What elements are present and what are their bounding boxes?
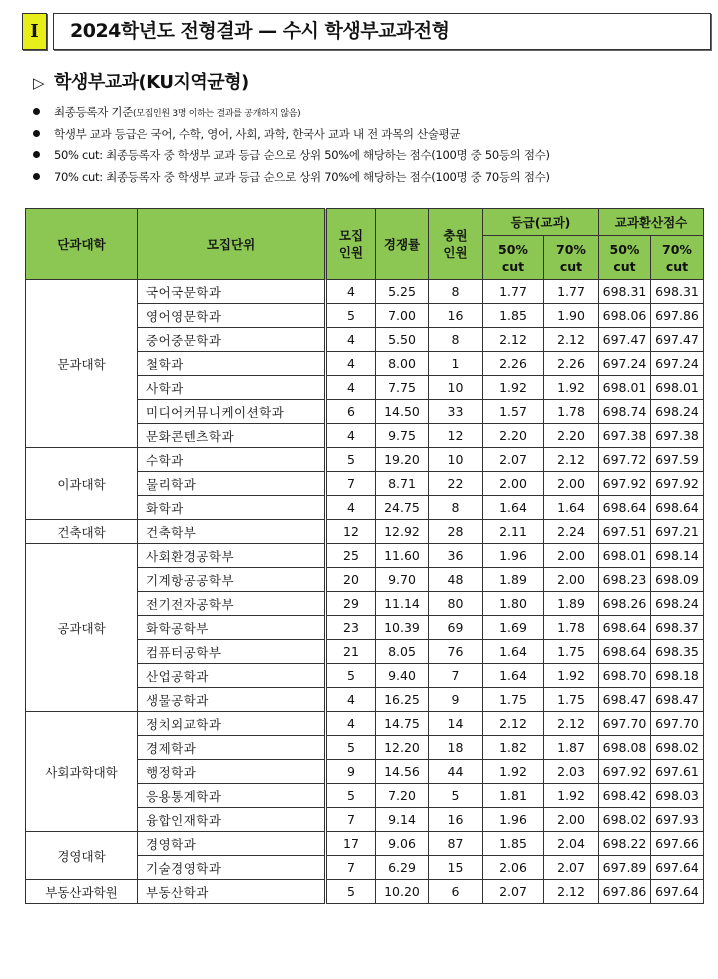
cell-college: 이과대학 xyxy=(26,448,138,520)
cell-unit: 기계항공공학부 xyxy=(138,568,326,592)
cell-score-50: 697.86 xyxy=(599,880,651,904)
cell-grade-50: 1.81 xyxy=(483,784,544,808)
cell-extra: 69 xyxy=(429,616,483,640)
cell-quota: 5 xyxy=(326,664,376,688)
table-row xyxy=(26,448,704,472)
cell-score-70: 698.64 xyxy=(651,496,704,520)
cell-quota: 21 xyxy=(326,640,376,664)
cell-grade-70: 2.12 xyxy=(544,712,599,736)
cell-grade-70: 1.92 xyxy=(544,664,599,688)
cell-ratio: 7.00 xyxy=(376,304,429,328)
cell-extra: 10 xyxy=(429,376,483,400)
cell-grade-70: 1.90 xyxy=(544,304,599,328)
cell-grade-70: 1.78 xyxy=(544,616,599,640)
cell-grade-50: 1.64 xyxy=(483,664,544,688)
cell-extra: 10 xyxy=(429,448,483,472)
header-score-50: 50% cut xyxy=(599,236,651,280)
cell-extra: 48 xyxy=(429,568,483,592)
cell-grade-70: 1.75 xyxy=(544,640,599,664)
cell-unit: 정치외교학과 xyxy=(138,712,326,736)
cell-score-70: 698.18 xyxy=(651,664,704,688)
cell-extra: 28 xyxy=(429,520,483,544)
cell-grade-70: 1.89 xyxy=(544,592,599,616)
cell-score-50: 698.01 xyxy=(599,376,651,400)
results-table xyxy=(25,208,704,904)
cell-unit: 기술경영학과 xyxy=(138,856,326,880)
header-college: 단과대학 xyxy=(26,209,138,280)
cell-grade-50: 1.77 xyxy=(483,280,544,304)
cell-grade-70: 1.78 xyxy=(544,400,599,424)
cell-score-70: 698.14 xyxy=(651,544,704,568)
cell-score-50: 697.51 xyxy=(599,520,651,544)
cell-score-70: 698.31 xyxy=(651,280,704,304)
cell-unit: 화학과 xyxy=(138,496,326,520)
cell-score-50: 697.92 xyxy=(599,760,651,784)
cell-quota: 25 xyxy=(326,544,376,568)
cell-extra: 9 xyxy=(429,688,483,712)
cell-college: 공과대학 xyxy=(26,544,138,712)
cell-extra: 16 xyxy=(429,808,483,832)
cell-unit: 문화콘텐츠학과 xyxy=(138,424,326,448)
cell-quota: 4 xyxy=(326,712,376,736)
cell-score-70: 697.59 xyxy=(651,448,704,472)
cell-college: 문과대학 xyxy=(26,280,138,448)
cell-ratio: 19.20 xyxy=(376,448,429,472)
cell-unit: 중어중문학과 xyxy=(138,328,326,352)
cell-quota: 5 xyxy=(326,784,376,808)
cell-ratio: 16.25 xyxy=(376,688,429,712)
cell-grade-70: 1.92 xyxy=(544,784,599,808)
table-row xyxy=(26,544,704,568)
cell-score-70: 697.38 xyxy=(651,424,704,448)
cell-quota: 7 xyxy=(326,808,376,832)
cell-score-70: 698.02 xyxy=(651,736,704,760)
cell-score-50: 698.47 xyxy=(599,688,651,712)
table-row xyxy=(26,832,704,856)
cell-score-70: 698.09 xyxy=(651,568,704,592)
cell-grade-70: 1.92 xyxy=(544,376,599,400)
cell-extra: 76 xyxy=(429,640,483,664)
cell-ratio: 9.06 xyxy=(376,832,429,856)
cell-quota: 7 xyxy=(326,856,376,880)
cell-unit: 국어국문학과 xyxy=(138,280,326,304)
cell-extra: 87 xyxy=(429,832,483,856)
cell-grade-50: 1.96 xyxy=(483,544,544,568)
cell-ratio: 11.60 xyxy=(376,544,429,568)
note-item xyxy=(33,167,550,189)
cell-extra: 8 xyxy=(429,496,483,520)
cell-extra: 18 xyxy=(429,736,483,760)
table-row xyxy=(26,280,704,304)
cell-ratio: 8.71 xyxy=(376,472,429,496)
cell-grade-50: 2.06 xyxy=(483,856,544,880)
cell-ratio: 8.05 xyxy=(376,640,429,664)
cell-grade-70: 2.04 xyxy=(544,832,599,856)
cell-ratio: 7.75 xyxy=(376,376,429,400)
cell-score-50: 698.22 xyxy=(599,832,651,856)
cell-score-50: 698.02 xyxy=(599,808,651,832)
cell-unit: 수학과 xyxy=(138,448,326,472)
cell-unit: 전기전자공학부 xyxy=(138,592,326,616)
cell-grade-50: 1.89 xyxy=(483,568,544,592)
note-subtext: (모집인원 3명 이하는 결과를 공개하지 않음) xyxy=(133,109,301,119)
cell-extra: 33 xyxy=(429,400,483,424)
cell-quota: 5 xyxy=(326,736,376,760)
cell-unit: 건축학부 xyxy=(138,520,326,544)
note-item xyxy=(33,102,550,124)
cell-college: 부동산과학원 xyxy=(26,880,138,904)
cell-grade-50: 2.20 xyxy=(483,424,544,448)
cell-quota: 6 xyxy=(326,400,376,424)
cell-quota: 4 xyxy=(326,376,376,400)
cell-score-50: 698.64 xyxy=(599,496,651,520)
cell-ratio: 9.40 xyxy=(376,664,429,688)
cell-quota: 4 xyxy=(326,688,376,712)
cell-score-70: 697.86 xyxy=(651,304,704,328)
cell-score-50: 698.06 xyxy=(599,304,651,328)
cell-extra: 80 xyxy=(429,592,483,616)
note-text: 학생부 교과 등급은 국어, 수학, 영어, 사회, 과학, 한국사 교과 내 전 과목의 산술평균 xyxy=(54,126,461,141)
cell-extra: 6 xyxy=(429,880,483,904)
cell-quota: 4 xyxy=(326,352,376,376)
cell-quota: 5 xyxy=(326,448,376,472)
table-row xyxy=(26,880,704,904)
cell-extra: 12 xyxy=(429,424,483,448)
header-unit: 모집단위 xyxy=(138,209,326,280)
cell-grade-70: 2.26 xyxy=(544,352,599,376)
cell-score-50: 697.24 xyxy=(599,352,651,376)
bullet-icon xyxy=(33,173,40,180)
cell-grade-50: 2.00 xyxy=(483,472,544,496)
cell-score-50: 698.08 xyxy=(599,736,651,760)
bullet-icon xyxy=(33,130,40,137)
cell-unit: 미디어커뮤니케이션학과 xyxy=(138,400,326,424)
cell-grade-50: 2.07 xyxy=(483,880,544,904)
cell-ratio: 5.50 xyxy=(376,328,429,352)
bullet-icon xyxy=(33,108,40,115)
cell-score-50: 697.72 xyxy=(599,448,651,472)
cell-grade-70: 2.20 xyxy=(544,424,599,448)
note-text: 50% cut: 최종등록자 중 학생부 교과 등급 순으로 상위 50%에 해당하는 점수(100명 중 50등의 점수) xyxy=(54,148,550,162)
cell-grade-50: 1.92 xyxy=(483,760,544,784)
header-extra: 충원 인원 xyxy=(429,209,483,280)
cell-score-50: 698.23 xyxy=(599,568,651,592)
cell-ratio: 11.14 xyxy=(376,592,429,616)
cell-unit: 행정학과 xyxy=(138,760,326,784)
cell-quota: 9 xyxy=(326,760,376,784)
cell-ratio: 10.20 xyxy=(376,880,429,904)
cell-ratio: 6.29 xyxy=(376,856,429,880)
cell-score-70: 697.61 xyxy=(651,760,704,784)
cell-score-50: 697.89 xyxy=(599,856,651,880)
cell-score-70: 697.47 xyxy=(651,328,704,352)
cell-score-70: 698.03 xyxy=(651,784,704,808)
cell-quota: 23 xyxy=(326,616,376,640)
cell-grade-70: 2.12 xyxy=(544,880,599,904)
cell-grade-50: 1.85 xyxy=(483,832,544,856)
cell-grade-70: 2.12 xyxy=(544,448,599,472)
cell-score-70: 697.64 xyxy=(651,856,704,880)
cell-grade-50: 1.75 xyxy=(483,688,544,712)
cell-ratio: 14.75 xyxy=(376,712,429,736)
cell-score-70: 698.35 xyxy=(651,640,704,664)
cell-grade-50: 2.26 xyxy=(483,352,544,376)
cell-grade-50: 1.57 xyxy=(483,400,544,424)
cell-ratio: 5.25 xyxy=(376,280,429,304)
cell-score-50: 698.01 xyxy=(599,544,651,568)
cell-score-50: 698.31 xyxy=(599,280,651,304)
cell-unit: 물리학과 xyxy=(138,472,326,496)
cell-grade-70: 1.87 xyxy=(544,736,599,760)
cell-ratio: 10.39 xyxy=(376,616,429,640)
section-heading xyxy=(33,68,249,94)
section-title: 학생부교과(KU지역균형) xyxy=(54,72,249,93)
cell-quota: 12 xyxy=(326,520,376,544)
cell-quota: 7 xyxy=(326,472,376,496)
note-item xyxy=(33,124,550,146)
cell-ratio: 9.70 xyxy=(376,568,429,592)
cell-grade-50: 1.64 xyxy=(483,496,544,520)
cell-unit: 컴퓨터공학부 xyxy=(138,640,326,664)
cell-extra: 7 xyxy=(429,664,483,688)
cell-extra: 8 xyxy=(429,328,483,352)
cell-ratio: 9.14 xyxy=(376,808,429,832)
cell-extra: 44 xyxy=(429,760,483,784)
cell-score-50: 698.42 xyxy=(599,784,651,808)
cell-quota: 4 xyxy=(326,496,376,520)
cell-grade-70: 1.64 xyxy=(544,496,599,520)
cell-grade-50: 2.12 xyxy=(483,712,544,736)
cell-extra: 22 xyxy=(429,472,483,496)
cell-unit: 사회환경공학부 xyxy=(138,544,326,568)
cell-grade-70: 1.75 xyxy=(544,688,599,712)
cell-quota: 29 xyxy=(326,592,376,616)
cell-grade-50: 1.92 xyxy=(483,376,544,400)
cell-score-70: 698.24 xyxy=(651,400,704,424)
cell-unit: 영어영문학과 xyxy=(138,304,326,328)
cell-quota: 5 xyxy=(326,880,376,904)
page-header xyxy=(22,13,713,50)
cell-score-70: 697.66 xyxy=(651,832,704,856)
table-row xyxy=(26,520,704,544)
cell-score-70: 698.37 xyxy=(651,616,704,640)
cell-unit: 응용통계학과 xyxy=(138,784,326,808)
cell-ratio: 8.00 xyxy=(376,352,429,376)
cell-unit: 사학과 xyxy=(138,376,326,400)
cell-score-70: 698.24 xyxy=(651,592,704,616)
cell-grade-50: 1.85 xyxy=(483,304,544,328)
cell-extra: 5 xyxy=(429,784,483,808)
header-quota: 모집 인원 xyxy=(326,209,376,280)
header-score: 교과환산점수 xyxy=(599,209,704,236)
cell-grade-70: 1.77 xyxy=(544,280,599,304)
cell-score-70: 697.92 xyxy=(651,472,704,496)
cell-grade-70: 2.03 xyxy=(544,760,599,784)
cell-score-50: 698.26 xyxy=(599,592,651,616)
cell-score-70: 697.21 xyxy=(651,520,704,544)
cell-grade-70: 2.24 xyxy=(544,520,599,544)
cell-grade-50: 2.11 xyxy=(483,520,544,544)
cell-score-50: 697.70 xyxy=(599,712,651,736)
header-grade-50: 50% cut xyxy=(483,236,544,280)
cell-grade-70: 2.00 xyxy=(544,544,599,568)
cell-grade-50: 1.64 xyxy=(483,640,544,664)
note-text: 70% cut: 최종등록자 중 학생부 교과 등급 순으로 상위 70%에 해당하는 점수(100명 중 70등의 점수) xyxy=(54,169,550,184)
cell-score-70: 697.24 xyxy=(651,352,704,376)
header-score-70: 70% cut xyxy=(651,236,704,280)
cell-score-70: 698.47 xyxy=(651,688,704,712)
cell-college: 건축대학 xyxy=(26,520,138,544)
cell-grade-70: 2.12 xyxy=(544,328,599,352)
cell-extra: 8 xyxy=(429,280,483,304)
cell-ratio: 12.20 xyxy=(376,736,429,760)
cell-grade-70: 2.00 xyxy=(544,472,599,496)
cell-unit: 경영학과 xyxy=(138,832,326,856)
cell-college: 경영대학 xyxy=(26,832,138,880)
cell-quota: 4 xyxy=(326,280,376,304)
cell-extra: 36 xyxy=(429,544,483,568)
cell-ratio: 24.75 xyxy=(376,496,429,520)
cell-ratio: 7.20 xyxy=(376,784,429,808)
cell-grade-50: 1.69 xyxy=(483,616,544,640)
header-grade-70: 70% cut xyxy=(544,236,599,280)
cell-college: 사회과학대학 xyxy=(26,712,138,832)
cell-unit: 화학공학부 xyxy=(138,616,326,640)
cell-grade-70: 2.00 xyxy=(544,568,599,592)
cell-quota: 5 xyxy=(326,304,376,328)
cell-grade-70: 2.00 xyxy=(544,808,599,832)
note-item xyxy=(33,145,550,167)
cell-unit: 생물공학과 xyxy=(138,688,326,712)
cell-unit: 융합인재학과 xyxy=(138,808,326,832)
note-text: 최종등록자 기준 xyxy=(54,105,134,119)
cell-score-50: 698.64 xyxy=(599,640,651,664)
table-row xyxy=(26,712,704,736)
cell-grade-50: 1.80 xyxy=(483,592,544,616)
cell-score-70: 698.01 xyxy=(651,376,704,400)
header-grade: 등급(교과) xyxy=(483,209,599,236)
cell-quota: 4 xyxy=(326,424,376,448)
bullet-icon xyxy=(33,151,40,158)
cell-extra: 1 xyxy=(429,352,483,376)
table-body xyxy=(26,280,704,904)
cell-ratio: 12.92 xyxy=(376,520,429,544)
cell-unit: 부동산학과 xyxy=(138,880,326,904)
cell-grade-50: 2.12 xyxy=(483,328,544,352)
cell-score-50: 697.38 xyxy=(599,424,651,448)
cell-score-70: 697.64 xyxy=(651,880,704,904)
cell-score-50: 698.70 xyxy=(599,664,651,688)
cell-score-70: 697.70 xyxy=(651,712,704,736)
cell-grade-50: 2.07 xyxy=(483,448,544,472)
cell-score-50: 698.64 xyxy=(599,616,651,640)
cell-ratio: 14.50 xyxy=(376,400,429,424)
cell-score-50: 697.47 xyxy=(599,328,651,352)
header-ratio: 경쟁률 xyxy=(376,209,429,280)
cell-quota: 4 xyxy=(326,328,376,352)
cell-score-50: 697.92 xyxy=(599,472,651,496)
cell-grade-50: 1.96 xyxy=(483,808,544,832)
title-box xyxy=(53,13,711,50)
page-title: 2024학년도 전형결과 — 수시 학생부교과전형 xyxy=(70,20,450,42)
cell-score-50: 698.74 xyxy=(599,400,651,424)
cell-extra: 16 xyxy=(429,304,483,328)
cell-grade-70: 2.07 xyxy=(544,856,599,880)
cell-ratio: 14.56 xyxy=(376,760,429,784)
cell-ratio: 9.75 xyxy=(376,424,429,448)
cell-extra: 14 xyxy=(429,712,483,736)
cell-grade-50: 1.82 xyxy=(483,736,544,760)
cell-unit: 철학과 xyxy=(138,352,326,376)
notes-list xyxy=(33,102,550,188)
cell-score-70: 697.93 xyxy=(651,808,704,832)
triangle-marker-icon: ▷ xyxy=(33,74,45,92)
cell-quota: 17 xyxy=(326,832,376,856)
cell-unit: 경제학과 xyxy=(138,736,326,760)
cell-unit: 산업공학과 xyxy=(138,664,326,688)
cell-quota: 20 xyxy=(326,568,376,592)
cell-extra: 15 xyxy=(429,856,483,880)
section-number-badge: I xyxy=(22,13,47,50)
